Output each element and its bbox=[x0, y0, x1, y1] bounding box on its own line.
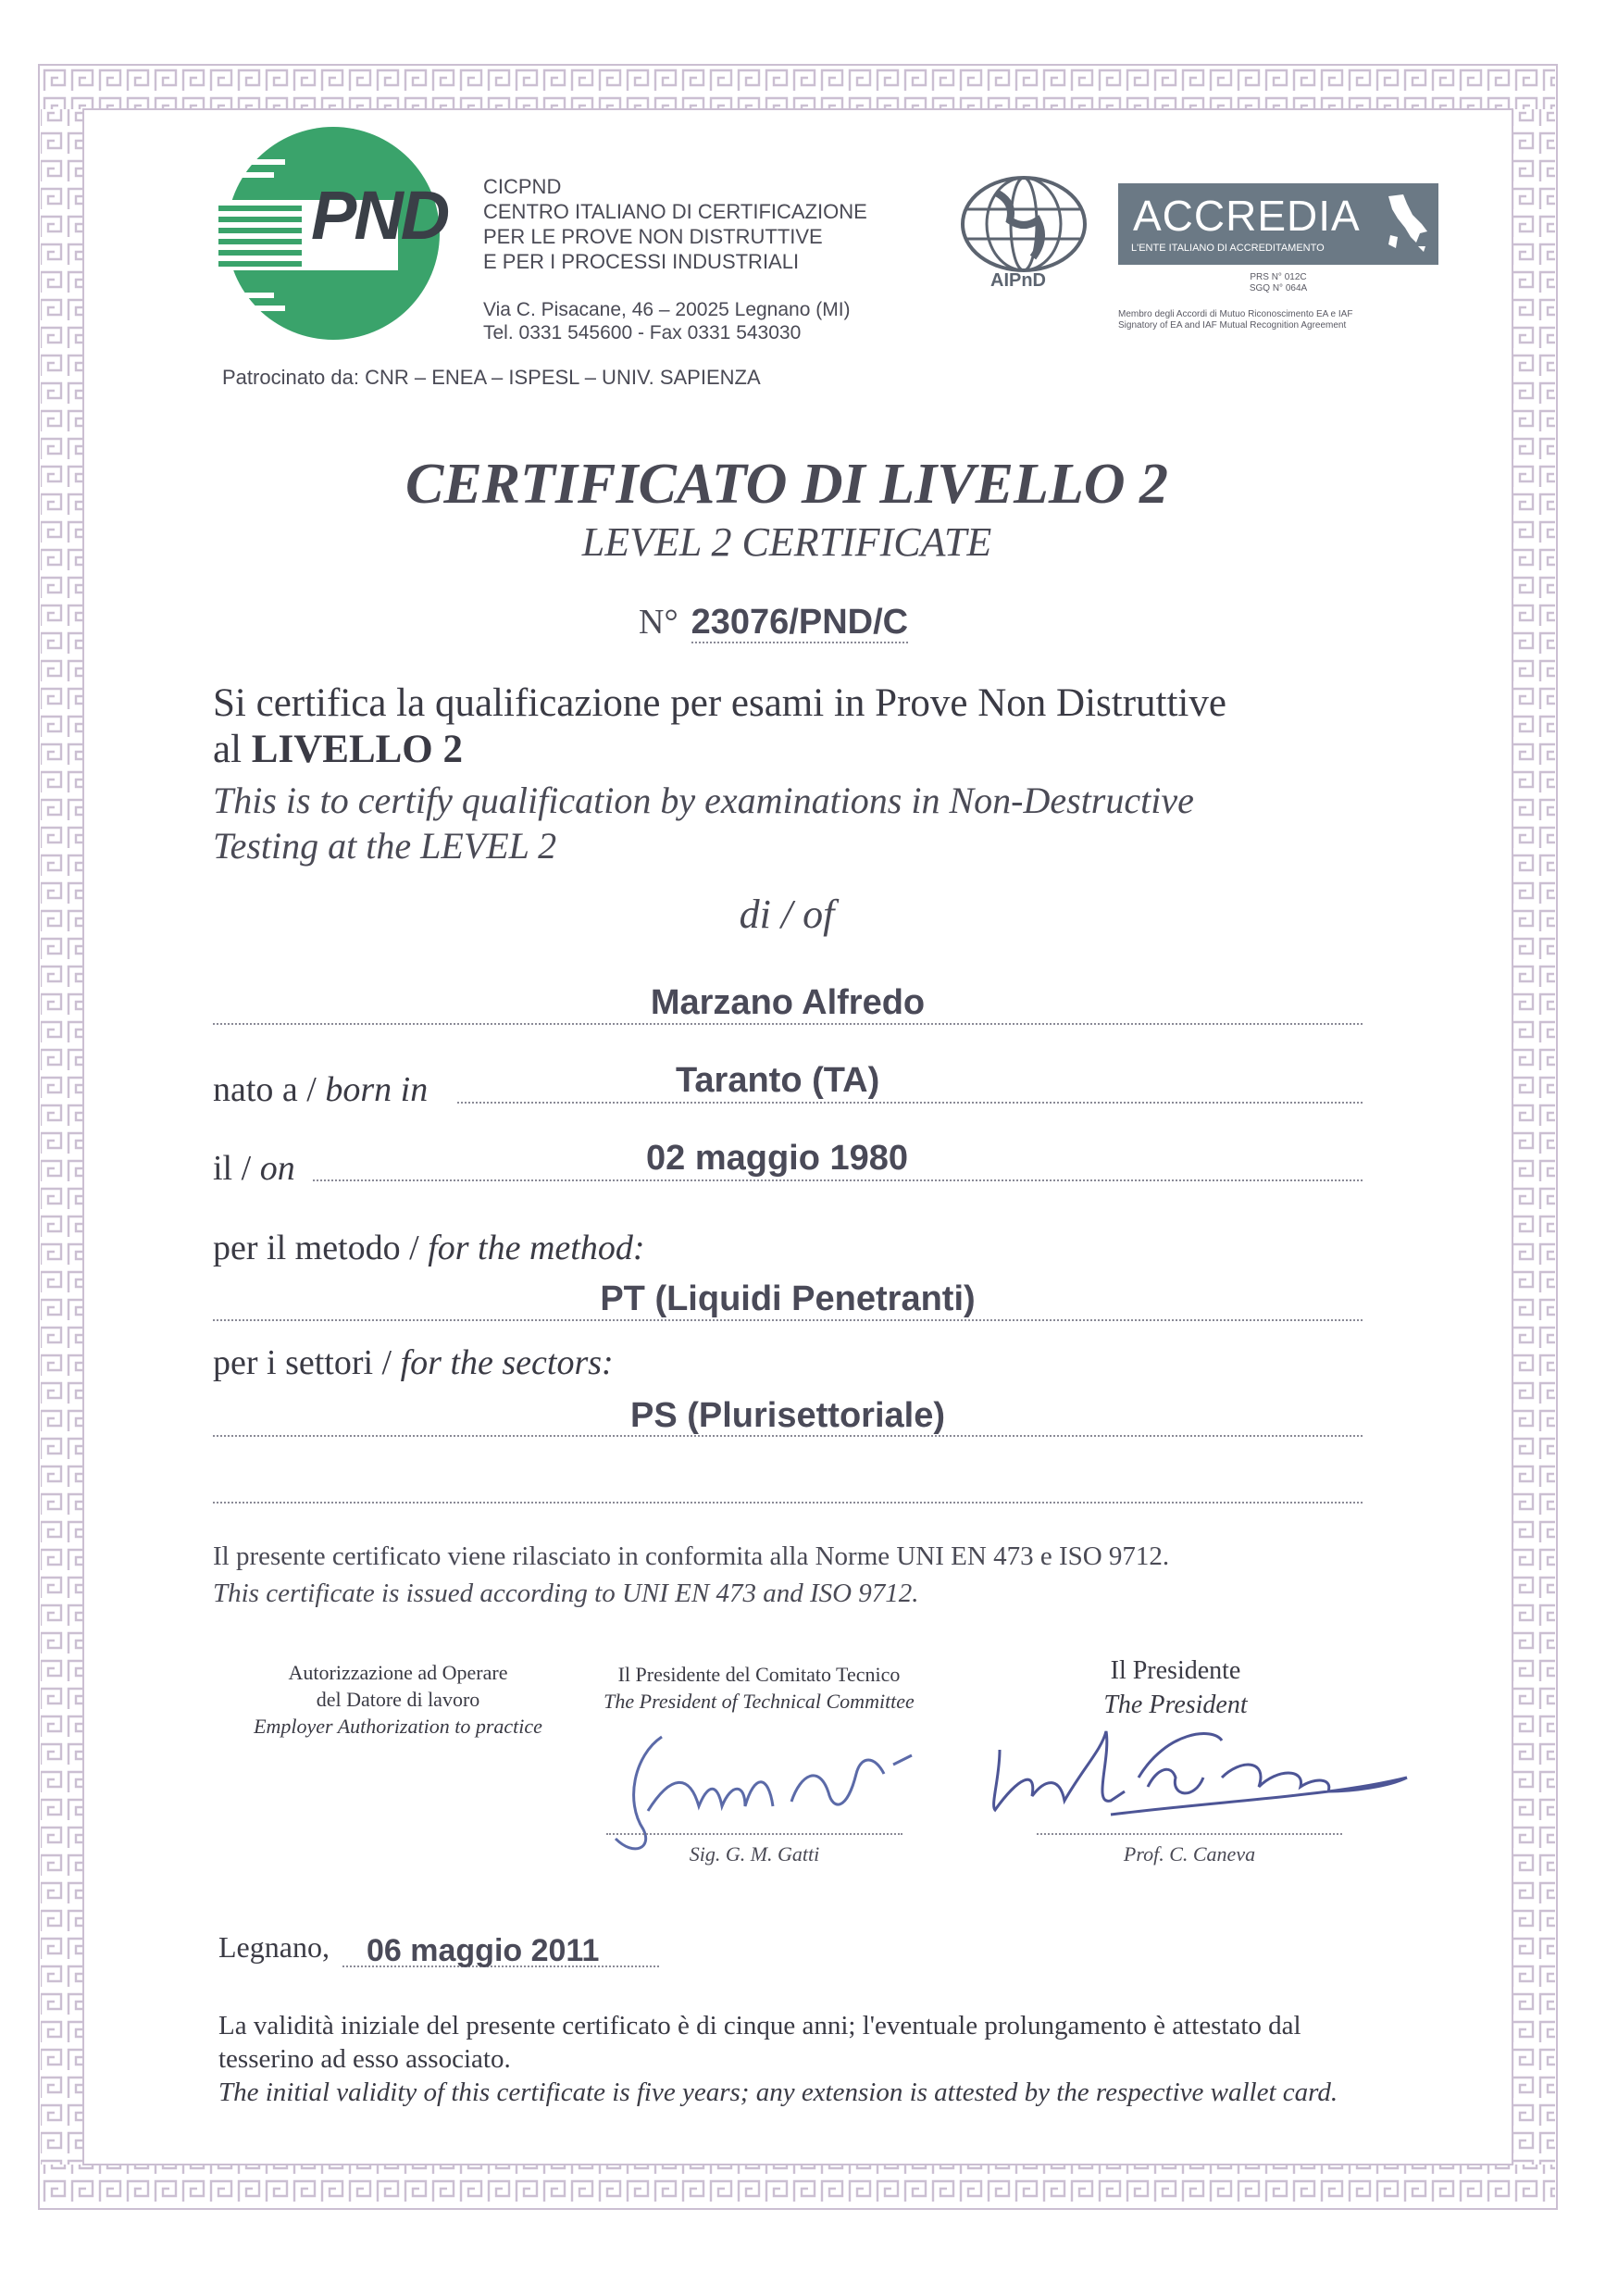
sectors-value: PS (Plurisettoriale) bbox=[630, 1396, 945, 1435]
on-label-it: il / bbox=[213, 1149, 260, 1188]
accredia-title: ACCREDIA bbox=[1133, 192, 1361, 240]
president-title-en: The President bbox=[1103, 1691, 1248, 1719]
accredia-note bbox=[1118, 309, 1451, 331]
committee-signer: Sig. G. M. Gatti bbox=[689, 1842, 820, 1866]
employer-line2: del Datore di lavoro bbox=[316, 1688, 480, 1711]
accredia-code-prs: PRS N° 012C bbox=[1250, 272, 1307, 282]
issue-date: 06 maggio 2011 bbox=[367, 1933, 600, 1968]
sectors-label-it: per i settori / bbox=[213, 1343, 401, 1382]
title-en: LEVEL 2 CERTIFICATE bbox=[581, 519, 992, 565]
method-value: PT (Liquidi Penetranti) bbox=[600, 1279, 976, 1318]
validity-it: La validità iniziale del presente certificato è di cinque anni; l'eventuale prolungamento è attestato dal tesserino ad esso associato. bbox=[218, 2011, 1301, 2074]
number-label: N° bbox=[639, 603, 678, 642]
president-title bbox=[990, 1653, 1361, 1722]
org-block bbox=[483, 174, 867, 274]
pnd-logo-text: PND bbox=[311, 177, 448, 254]
org-acronym: CICPND bbox=[483, 175, 562, 198]
president-title-it: Il Presidente bbox=[1110, 1656, 1241, 1685]
statement-en-level: LEVEL 2 bbox=[420, 825, 557, 867]
accredia-code-sgq: SGQ N° 064A bbox=[1249, 283, 1308, 293]
committee-title-en: The President of Technical Committee bbox=[604, 1690, 915, 1713]
on-label-en: on bbox=[259, 1149, 295, 1188]
accredia-subtitle: L'ENTE ITALIANO DI ACCREDITAMENTO bbox=[1131, 243, 1325, 254]
accredia-note-it: Membro degli Accordi di Mutuo Riconoscimento EA e IAF bbox=[1118, 309, 1353, 319]
sectors-label bbox=[213, 1342, 614, 1383]
conformity-en: This certificate is issued according to UNI EN 473 and ISO 9712. bbox=[213, 1578, 919, 1608]
accredia-codes bbox=[1118, 272, 1438, 294]
italy-map-icon bbox=[1383, 191, 1431, 256]
statement-it-line1: Si certifica la qualificazione per esami in Prove Non Distruttive bbox=[213, 681, 1226, 725]
committee-sign-line bbox=[606, 1796, 902, 1835]
sectors-label-en: for the sectors: bbox=[400, 1343, 614, 1382]
sectors-extra-line bbox=[213, 1465, 1363, 1504]
committee-title-it: Il Presidente del Comitato Tecnico bbox=[617, 1663, 901, 1686]
accredia-badge bbox=[1118, 183, 1438, 265]
committee-signature bbox=[606, 1718, 921, 1857]
birthdate-value: 02 maggio 1980 bbox=[646, 1139, 909, 1178]
org-name-line-3: E PER I PROCESSI INDUSTRIALI bbox=[483, 250, 800, 273]
president-sign-line bbox=[1037, 1796, 1342, 1835]
aipnd-label: AIPnD bbox=[990, 270, 1046, 291]
org-name-line-2: PER LE PROVE NON DISTRUTTIVE bbox=[483, 225, 823, 248]
holder-name: Marzano Alfredo bbox=[650, 983, 926, 1022]
org-contact bbox=[483, 298, 851, 344]
employer-authorization bbox=[213, 1659, 583, 1740]
statement-en-line1: This is to certify qualification by examinations in Non-Destructive bbox=[213, 780, 1194, 821]
employer-line3: Employer Authorization to practice bbox=[254, 1715, 542, 1738]
born-label bbox=[213, 1069, 428, 1110]
on-label bbox=[213, 1148, 295, 1189]
birthplace-value: Taranto (TA) bbox=[676, 1061, 880, 1100]
title-it: CERTIFICATO DI LIVELLO 2 bbox=[405, 453, 1168, 516]
certificate-number: 23076/PND/C bbox=[691, 603, 909, 642]
certificate-number-row bbox=[639, 602, 908, 643]
patronage-line: Patrocinato da: CNR – ENEA – ISPESL – UNIV. SAPIENZA bbox=[222, 366, 761, 389]
method-label-it: per il metodo / bbox=[213, 1229, 429, 1267]
born-label-en: born in bbox=[325, 1070, 429, 1109]
validity-en: The initial validity of this certificate is five years; any extension is attested by the respective wallet card. bbox=[218, 2078, 1338, 2107]
org-phone: Tel. 0331 545600 - Fax 0331 543030 bbox=[483, 322, 802, 343]
accredia-note-en: Signatory of EA and IAF Mutual Recognition Agreement bbox=[1118, 320, 1347, 331]
statement-it-al: al bbox=[213, 728, 252, 771]
employer-line1: Autorizzazione ad Operare bbox=[288, 1661, 508, 1684]
statement-en-prefix: Testing at the bbox=[213, 825, 421, 867]
aipnd-globe-icon bbox=[959, 174, 1089, 274]
di-of-label: di / of bbox=[739, 892, 835, 937]
born-label-it: nato a / bbox=[213, 1070, 326, 1109]
method-label-en: for the method: bbox=[428, 1229, 645, 1267]
statement-it-level: LIVELLO 2 bbox=[251, 728, 464, 771]
birthplace-line bbox=[457, 1065, 1363, 1104]
issue-place: Legnano, bbox=[218, 1930, 330, 1964]
method-label bbox=[213, 1228, 644, 1268]
org-address: Via C. Pisacane, 46 – 20025 Legnano (MI) bbox=[483, 299, 851, 320]
committee-president-title bbox=[574, 1661, 944, 1715]
statement-en bbox=[213, 778, 1194, 868]
president-signer: Prof. C. Caneva bbox=[1123, 1842, 1256, 1866]
conformity-it: Il presente certificato viene rilasciato in conformita alla Norme UNI EN 473 e ISO 9712. bbox=[213, 1541, 1170, 1571]
statement-it bbox=[213, 680, 1226, 773]
org-name-line-1: CENTRO ITALIANO DI CERTIFICAZIONE bbox=[483, 200, 867, 223]
